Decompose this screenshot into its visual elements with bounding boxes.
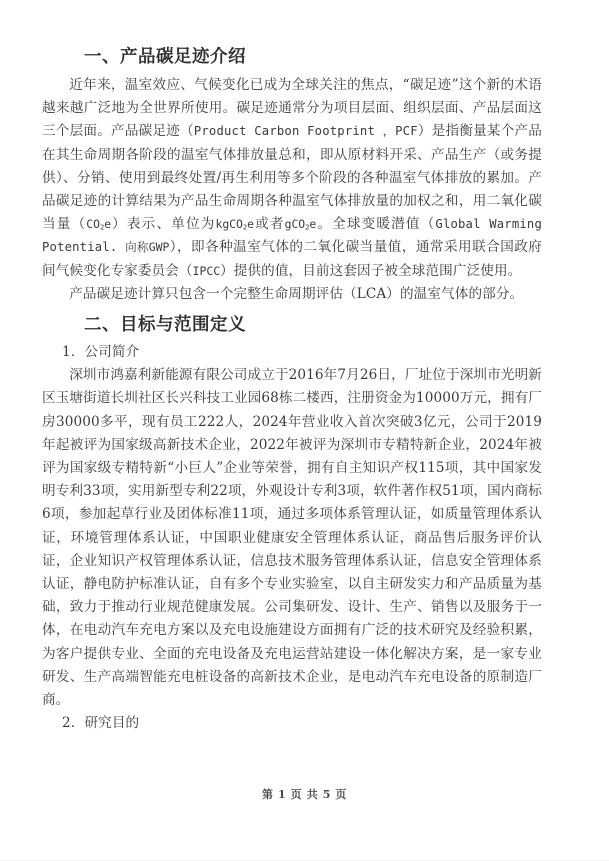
unit-co2e: $CO_2e$ <box>86 217 112 232</box>
term-gwp-abbrev: 向称GWP <box>125 240 170 255</box>
term-gwp-english: Global Warming Potential. <box>42 217 542 255</box>
section-heading-1: 一、产品碳足迹介绍 <box>84 47 246 67</box>
paragraph-intro-1: 近年来，温室效应、气候变化已成为全球关注的焦点，“碳足迹”这个新的术语越来越广泛地为全世界所使用。碳足迹通常分为项目层面、组织层面、产品层面这三个层面。产品碳足迹（Product Carbon Footprint ，PCF）是指衡量某个产品在其生命周期各阶段的温室气体排放量总和，即从原材料开采、产品生产（或务提供）、分销、使用到最终处置/再生利用等多个阶段的各种温室气体排放的累加。产品碳足迹的计算结果为产品生命周期各种温室气体排放量的加权之和，用二氧化碳当量$(CO_2e)$表示、单位为kgCO$_2$e或者gCO$_2$e。全球变暖潜值（Global Warming Potential. 向称GWP），即各种温室气体的二氧化碳当量值，通常采用联合国政府间气候变化专家委员会（IPCC）提供的值，目前这套因子被全球范围广泛使用。 <box>42 77 542 279</box>
term-ipcc: IPCC <box>192 263 221 278</box>
term-pcf-english: Product Carbon Footprint ，PCF <box>193 124 418 139</box>
page-content <box>42 44 542 735</box>
paragraph-intro-2: 产品碳足迹计算只包含一个完整生命周期评估（LCA）的温室气体的部分。 <box>69 285 524 302</box>
section-heading-2: 二、目标与范围定义 <box>84 315 246 336</box>
paragraph-company-profile: 深圳市鸿嘉利新能源有限公司成立于2016年7月26日，厂址位于深圳市光明新区玉塘街道长圳社区长兴科技工业园68栋二楼西，注册资金为10000万元，拥有厂房30000多平，现有员工222人，2024年营业收入首次突破3亿元，公司于2019年起被评为国家级高新技术企业，2022年被评为深圳市专精特新企业，2024年被评为国家级专精特新“小巨人”企业等荣誉，拥有自主知识产权115项，其中国家发明专利33项，实用新型专利22项，外观设计专利3项，软件著作权51项，国内商标6项，参加起草行业及团体标准11项，通过多项体系管理认证，如质量管理体系认证，环境管理体系认证，中国职业健康安全管理体系认证，商品售后服务评价认证，企业知识产权管理体系认证，信息技术服务管理体系认证，信息安全管理体系认证，静电防护标准认证，自有多个专业实验室，以自主研发实力和产品质量为基础，致力于推动行业规范健康发展。公司集研发、设计、生产、销售以及服务于一体，在电动汽车充电方案以及充电设施建设方面拥有广泛的技术研究及经验积累，为客户提供专业、全面的充电设备及充电运营站建设一体化解决方案，是一家专业研发、生产高端智能充电桩设备的高新技术企业，是电动汽车充电设备的原制造厂商。 <box>42 367 542 709</box>
list-item-research-purpose: 2．研究目的 <box>62 715 140 732</box>
unit-gco2e: gCO$_2$e <box>284 217 317 232</box>
unit-kgco2e: kgCO$_2$e <box>215 217 255 232</box>
page-footer <box>0 786 609 802</box>
page-number-label: 第 1 页 共 5 页 <box>261 788 348 801</box>
list-item-company-profile: 1．公司简介 <box>62 344 140 361</box>
